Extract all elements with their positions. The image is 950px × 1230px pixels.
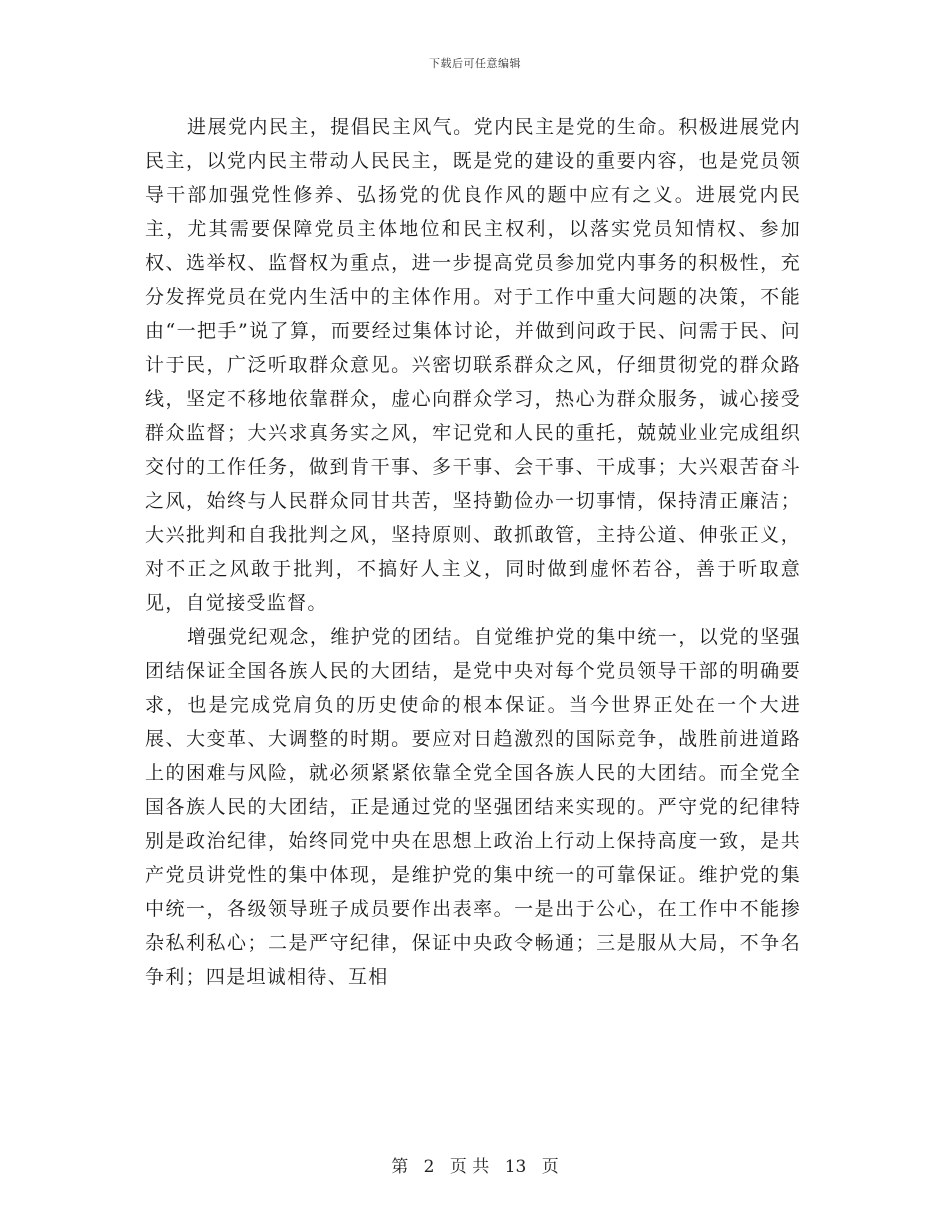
document-body [145, 110, 801, 994]
footer-middle: 页 共 [449, 1157, 490, 1177]
page-total: 13 [504, 1157, 527, 1177]
page-number: 2 [423, 1157, 435, 1177]
footer-suffix: 页 [541, 1157, 559, 1177]
paragraph-party-discipline: 增强党纪观念，维护党的团结。自觉维护党的集中统一，以党的坚强团结保证全国各族人民的大团结，是党中央对每个党员领导干部的明确要求，也是完成党肩负的历史使命的根本保证。当今世界正处在一个大进展、大变革、大调整的时期。要应对日趋激烈的国际竞争，战胜前进道路上的困难与风险，就必须紧紧依靠全党全国各族人民的大团结。而全党全国各族人民的大团结，正是通过党的坚强团结来实现的。严守党的纪律特别是政治纪律，始终同党中央在思想上政治上行动上保持高度一致，是共产党员讲党性的集中体现，是维护党的集中统一的可靠保证。维护党的集中统一，各级领导班子成员要作出表率。一是出于公心，在工作中不能掺杂私利私心；二是严守纪律，保证中央政令畅通；三是服从大局，不争名争利；四是坦诚相待、互相 [145, 626, 801, 988]
footer-prefix: 第 [391, 1157, 409, 1177]
paragraph-party-democracy: 进展党内民主，提倡民主风气。党内民主是党的生命。积极进展党内民主，以党内民主带动人民民主，既是党的建设的重要内容，也是党员领导干部加强党性修养、弘扬党的优良作风的题中应有之义。进展党内民主，尤其需要保障党员主体地位和民主权利，以落实党员知情权、参加权、选举权、监督权为重点，进一步提高党员参加党内事务的积极性，充分发挥党员在党内生活中的主体作用。对于工作中重大问题的决策，不能由“一把手”说了算，而要经过集体讨论，并做到问政于民、问需于民、问计于民，广泛听取群众意见。兴密切联系群众之风，仔细贯彻党的群众路线，坚定不移地依靠群众，虚心向群众学习，热心为群众服务，诚心接受群众监督；大兴求真务实之风，牢记党和人民的重托，兢兢业业完成组织交付的工作任务，做到肯干事、多干事、会干事、干成事；大兴艰苦奋斗之风，始终与人民群众同甘共苦，坚持勤俭办一切事情，保持清正廉洁；大兴批判和自我批判之风，坚持原则、敢抓敢管，主持公道、伸张正义，对不正之风敢于批判，不搞好人主义，同时做到虚怀若谷，善于听取意见，自觉接受监督。 [145, 116, 801, 614]
page-footer [0, 1152, 950, 1177]
page-header: 下载后可任意编辑 [429, 57, 521, 70]
